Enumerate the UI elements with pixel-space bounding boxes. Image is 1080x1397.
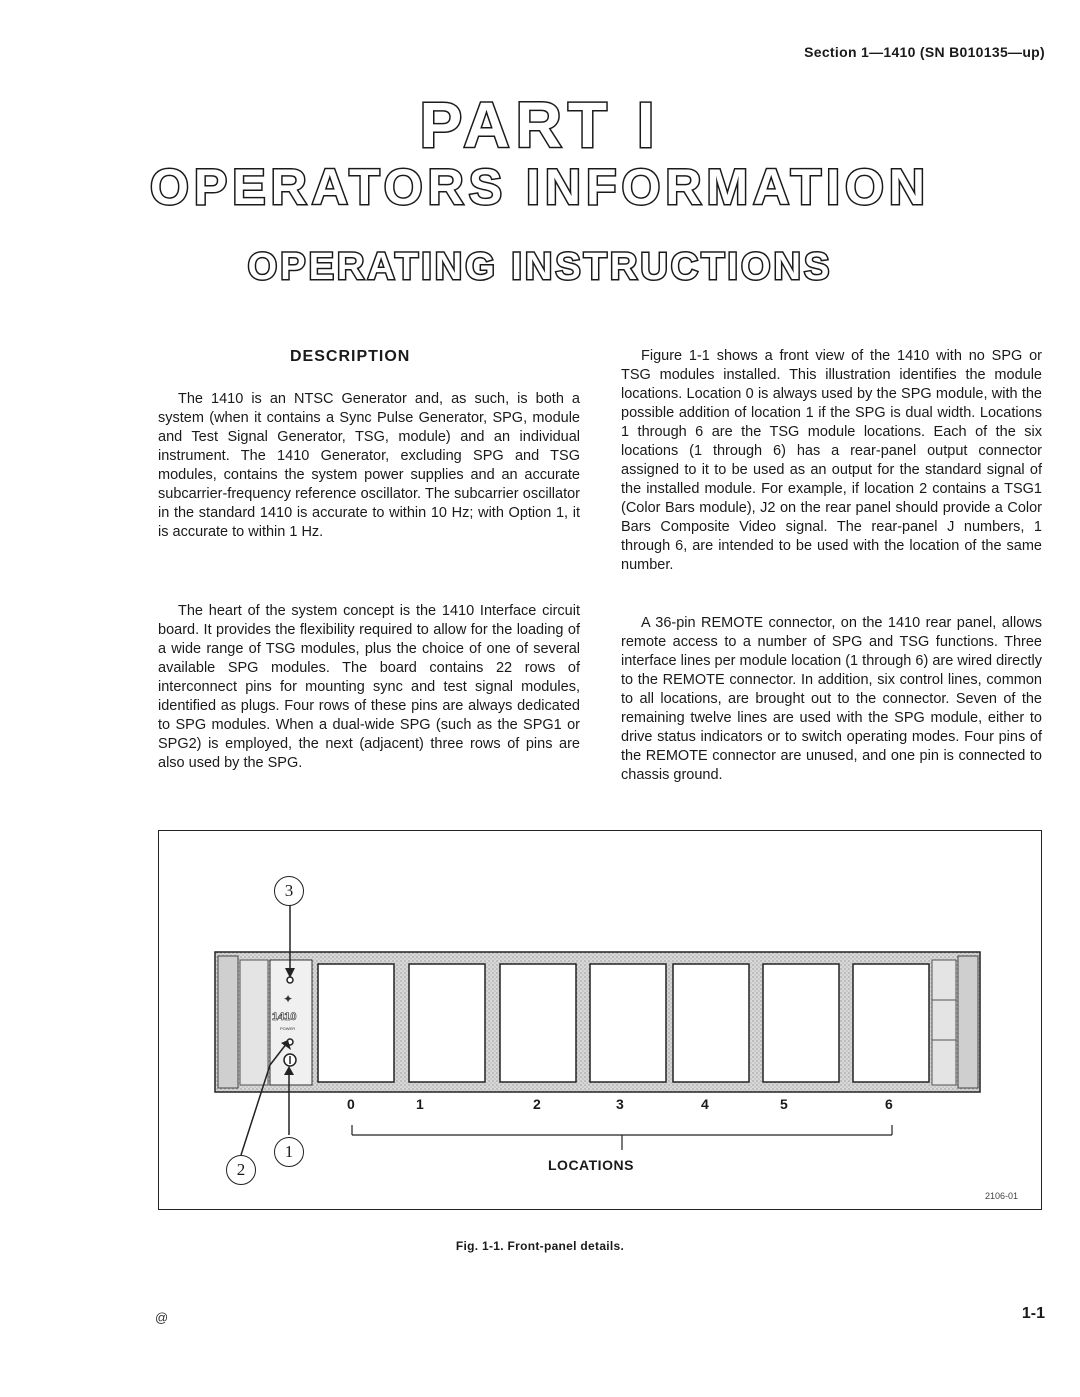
footer-mark: @ bbox=[155, 1310, 169, 1325]
location-number-0: 0 bbox=[347, 1096, 355, 1112]
chassis-left-block bbox=[240, 960, 268, 1085]
module-slots bbox=[318, 964, 929, 1082]
chassis-left-ear bbox=[218, 956, 238, 1088]
locations-label: LOCATIONS bbox=[548, 1157, 634, 1173]
panel-power-label: POWER bbox=[280, 1026, 296, 1031]
description-paragraph-3: Figure 1-1 shows a front view of the 1410 with no SPG or TSG modules installed. This illustration identifies the module locations. Location 0 is always used by the SPG module, with the possible addition of location 1 if the SPG is dual width. Locations 1 through 6 are the TSG module locations. Each of the six locations (1 through 6) has a rear-panel output connector assigned to it to be used as an output for the standard signal of the installed module. For example, if location 2 contains a TSG1 (Color Bars module), J2 on the rear panel should provide a Color Bars Composite Video signal. The rear-panel J numbers, 1 through 6, are intended to be used with the location of the same number. bbox=[621, 348, 1042, 573]
module-slot-3 bbox=[500, 964, 576, 1082]
location-number-3: 3 bbox=[616, 1096, 624, 1112]
location-number-6: 6 bbox=[885, 1096, 893, 1112]
module-slot-2 bbox=[409, 964, 485, 1082]
location-number-1: 1 bbox=[416, 1096, 424, 1112]
panel-logo-icon: ✦ bbox=[283, 992, 294, 1006]
module-slot-1 bbox=[318, 964, 394, 1082]
module-slot-6 bbox=[763, 964, 839, 1082]
module-slot-5 bbox=[673, 964, 749, 1082]
panel-model: 1410 bbox=[272, 1011, 297, 1023]
description-paragraph-4: A 36-pin REMOTE connector, on the 1410 rear panel, allows remote access to a number of SPG and TSG functions. Three interface lines per module location (1 through 6) are wired directly to the REMOTE connector. In addition, six control lines, common to all locations, are brought out to the connector. Seven of the remaining twelve lines are used with the SPG module, either to drive status indicators or to switch operating modes. Four pins of the REMOTE connector are unused, and one pin is connected to chassis ground. bbox=[621, 615, 1042, 783]
figure-id: 2106-01 bbox=[985, 1191, 1019, 1201]
description-paragraph-2: The heart of the system concept is the 1410 Interface circuit board. It provides the flexibility required to allow for the loading of a wide range of TSG modules, plus the choice of one of several available SPG modules. The board contains 22 rows of interconnect pins for mounting sync and test signal modules, identified as plugs. Four rows of these pins are always dedicated to SPG modules. When a dual-wide SPG (such as the SPG1 or SPG2) is employed, the next (adjacent) three rows of pins are also used by the SPG. bbox=[158, 603, 580, 771]
operating-instructions-title: OPERATING INSTRUCTIONS bbox=[247, 246, 833, 288]
description-heading: DESCRIPTION bbox=[290, 348, 411, 365]
chassis-right-block bbox=[932, 960, 956, 1085]
section-header: Section 1—1410 (SN B010135—up) bbox=[804, 44, 1045, 60]
callout-1: 1 bbox=[274, 1137, 304, 1167]
part-title: PART I bbox=[419, 89, 661, 161]
callout-3: 3 bbox=[274, 876, 304, 906]
page-number: 1-1 bbox=[1021, 1305, 1045, 1322]
location-number-2: 2 bbox=[533, 1096, 541, 1112]
description-paragraph-1: The 1410 is an NTSC Generator and, as such, is both a system (when it contains a Sync Pulse Generator, SPG, module and Test Signal Generator, TSG, module) and an individual instrument. The 1410 Generator, excluding SPG and TSG modules, contains the system power supplies and an accurate subcarrier-frequency reference oscillator. The subcarrier oscillator in the standard 1410 is accurate to within 10 Hz; with Option 1, it is accurate to within 1 Hz. bbox=[158, 391, 580, 540]
callout-2: 2 bbox=[226, 1155, 256, 1185]
chassis-right-ear bbox=[958, 956, 978, 1088]
location-number-4: 4 bbox=[701, 1096, 709, 1112]
operators-information-title: OPERATORS INFORMATION bbox=[150, 159, 930, 215]
location-number-5: 5 bbox=[780, 1096, 788, 1112]
figure-caption: Fig. 1-1. Front-panel details. bbox=[455, 1239, 625, 1253]
module-slot-6-frame bbox=[853, 964, 929, 1082]
module-slot-4 bbox=[590, 964, 666, 1082]
